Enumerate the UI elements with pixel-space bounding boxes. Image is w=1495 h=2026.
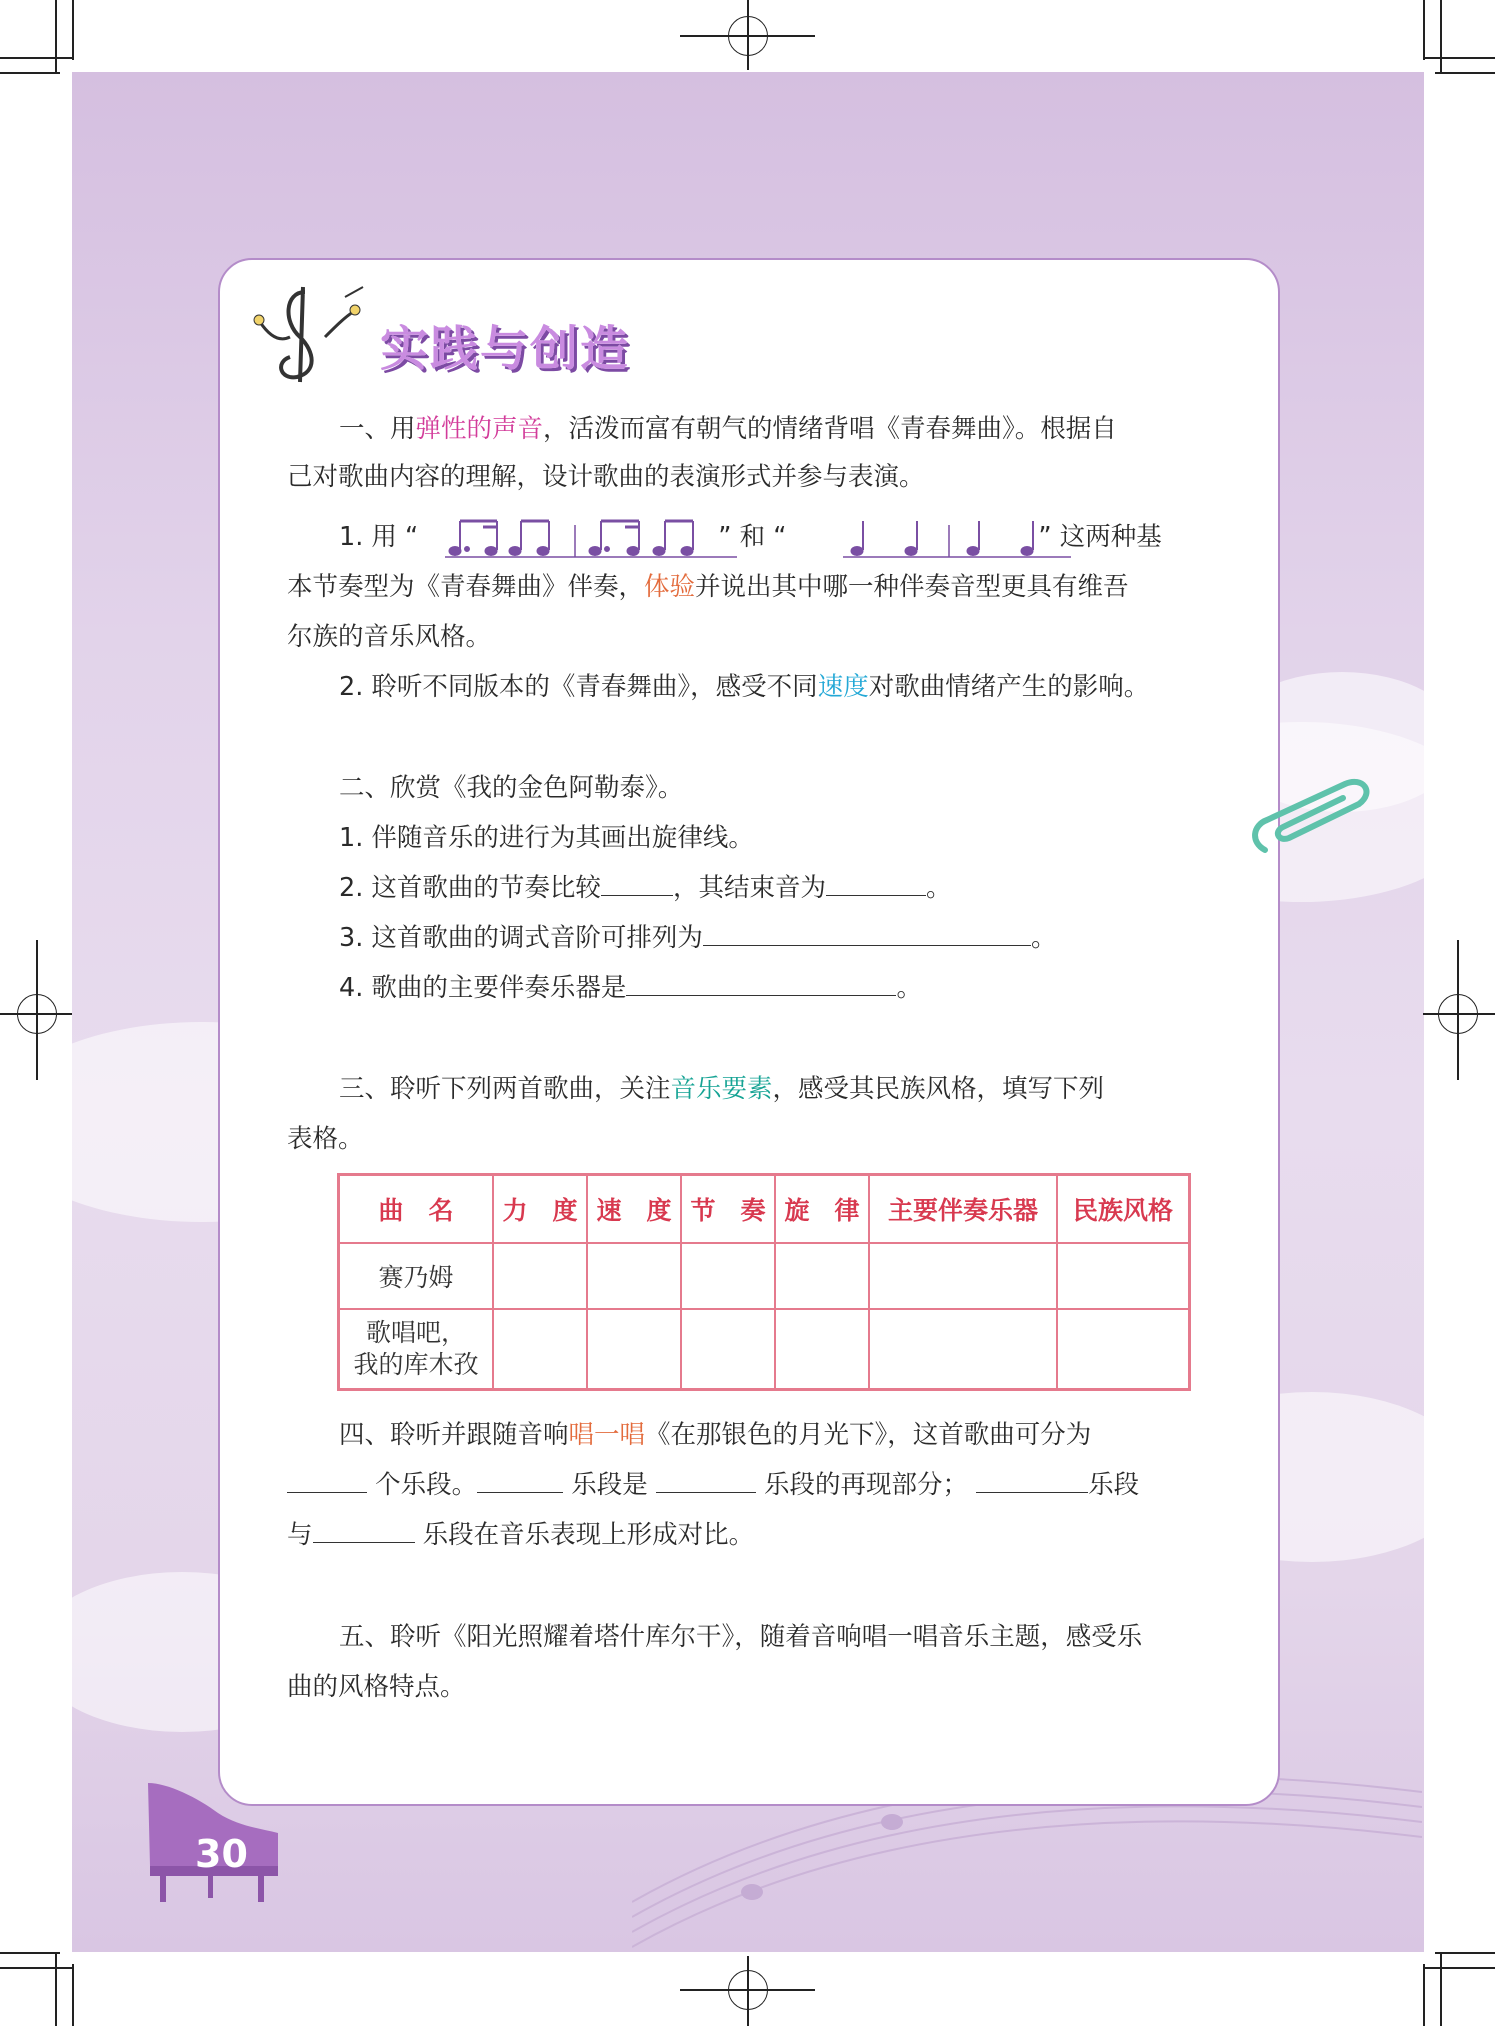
table-input-cell[interactable]: [1057, 1243, 1190, 1309]
table-header-row: [339, 1175, 1190, 1244]
section3-line1: 三、聆听下列两首歌曲，关注音乐要素，感受其民族风格，填写下列: [339, 1074, 1105, 1104]
rhythm-pattern-2-icon: [843, 515, 1071, 559]
blank-section-a[interactable]: [477, 1464, 563, 1493]
table-input-cell[interactable]: [587, 1309, 681, 1389]
section1-item1-line3: 尔族的音乐风格。: [287, 622, 492, 652]
table-input-cell[interactable]: [493, 1309, 587, 1389]
blank-section-d[interactable]: [313, 1514, 415, 1543]
song-name-cell: 歌唱吧， 我的库木孜: [339, 1309, 494, 1389]
section4-line3: 与 乐段在音乐表现上形成对比。: [287, 1510, 1212, 1560]
blank-section-c[interactable]: [976, 1464, 1088, 1493]
table-row: [339, 1243, 1190, 1309]
table-row: [339, 1309, 1190, 1389]
section-heading: 实践与创造: [380, 321, 631, 377]
blank-section-count[interactable]: [287, 1464, 367, 1493]
table-header-cell: 民族风格: [1057, 1175, 1190, 1244]
blank-instrument[interactable]: [626, 967, 896, 996]
blank-rhythm[interactable]: [601, 867, 673, 896]
table-input-cell[interactable]: [869, 1309, 1057, 1389]
section3-line2: 表格。: [287, 1124, 364, 1154]
table-header-cell: 速 度: [587, 1175, 681, 1244]
section4-line1: 四、聆听并跟随音响唱一唱《在那银色的月光下》，这首歌曲可分为: [339, 1420, 1092, 1450]
page-number: 30: [195, 1832, 248, 1876]
table-header-cell: 节 奏: [681, 1175, 775, 1244]
section2-item1: 1. 伴随音乐的进行为其画出旋律线。: [339, 823, 754, 853]
table-header-cell: 曲 名: [339, 1175, 494, 1244]
rhythm-pattern-1-icon: [445, 515, 737, 559]
section1-line2: 己对歌曲内容的理解，设计歌曲的表演形式并参与表演。: [287, 462, 925, 492]
table-input-cell[interactable]: [493, 1243, 587, 1309]
blank-ending-note[interactable]: [826, 867, 926, 896]
section2-item3: 3. 这首歌曲的调式音阶可排列为 。: [339, 913, 1264, 963]
table-input-cell[interactable]: [775, 1243, 869, 1309]
table-header-cell: 旋 律: [775, 1175, 869, 1244]
music-elements-table: [337, 1173, 1191, 1391]
section1-item1: 1. 用 “ ” 和 “ ” 这两种基: [339, 522, 1162, 552]
table-input-cell[interactable]: [681, 1309, 775, 1389]
table-input-cell[interactable]: [775, 1309, 869, 1389]
table-header-cell: 主要伴奏乐器: [869, 1175, 1057, 1244]
paperclip-icon: [1245, 770, 1375, 870]
section2-item4: 4. 歌曲的主要伴奏乐器是 。: [339, 963, 1264, 1013]
table-input-cell[interactable]: [681, 1243, 775, 1309]
blank-section-b[interactable]: [656, 1464, 756, 1493]
table-input-cell[interactable]: [1057, 1309, 1190, 1389]
song-name-cell: 赛乃姆: [339, 1243, 494, 1309]
section5-line2: 曲的风格特点。: [287, 1672, 466, 1702]
table-input-cell[interactable]: [587, 1243, 681, 1309]
section2-item2: 2. 这首歌曲的节奏比较 ，其结束音为 。: [339, 863, 1264, 913]
section4-line2: 个乐段。 乐段是 乐段的再现部分； 乐段: [287, 1460, 1212, 1510]
section2-title: 二、欣赏《我的金色阿勒泰》。: [339, 773, 684, 803]
section5-line1: 五、聆听《阳光照耀着塔什库尔干》，随着音响唱一唱音乐主题，感受乐: [339, 1622, 1143, 1652]
treble-clef-conductor-icon: [245, 282, 365, 392]
blank-scale[interactable]: [703, 917, 1031, 946]
section1-item2: 2. 聆听不同版本的《青春舞曲》，感受不同速度对歌曲情绪产生的影响。: [339, 672, 1150, 702]
section1-item1-line2: 本节奏型为《青春舞曲》伴奏，体验并说出其中哪一种伴奏音型更具有维吾: [287, 572, 1129, 602]
section1-line1: 一、用弹性的声音，活泼而富有朝气的情绪背唱《青春舞曲》。根据自: [339, 414, 1117, 444]
table-header-cell: 力 度: [493, 1175, 587, 1244]
table-input-cell[interactable]: [869, 1243, 1057, 1309]
